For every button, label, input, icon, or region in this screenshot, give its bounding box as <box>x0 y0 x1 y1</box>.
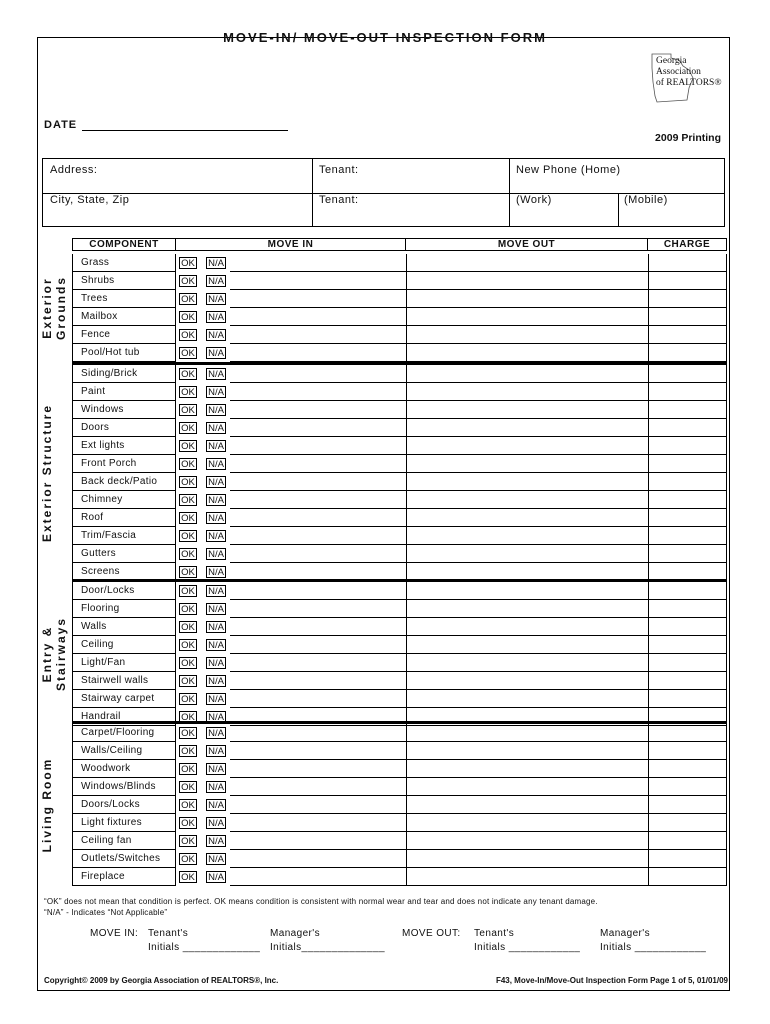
table-row <box>72 365 727 383</box>
move-out-notes-field[interactable] <box>406 326 648 344</box>
city-state-zip-label[interactable]: City, State, Zip <box>50 194 130 206</box>
na-checkbox[interactable]: N/A <box>206 548 226 560</box>
na-checkbox[interactable]: N/A <box>206 675 226 687</box>
na-checkbox[interactable]: N/A <box>206 458 226 470</box>
table-row <box>72 742 727 760</box>
charge-field[interactable] <box>648 401 727 419</box>
ok-checkbox[interactable]: OK <box>179 257 197 269</box>
charge-field[interactable] <box>648 455 727 473</box>
na-checkbox[interactable]: N/A <box>206 368 226 380</box>
component-label: Trim/Fascia <box>72 527 176 545</box>
na-checkbox[interactable]: N/A <box>206 799 226 811</box>
na-checkbox[interactable]: N/A <box>206 853 226 865</box>
ok-checkbox[interactable]: OK <box>179 329 197 341</box>
section-label: Living Room <box>40 757 54 853</box>
move-in-manager-initials[interactable]: Initials______________ <box>270 942 386 953</box>
move-out-notes-field[interactable] <box>406 654 648 672</box>
logo-line-2: Association <box>656 67 701 77</box>
na-checkbox[interactable]: N/A <box>206 781 226 793</box>
move-out-notes-field[interactable] <box>406 778 648 796</box>
move-out-notes-field[interactable] <box>406 419 648 437</box>
move-out-notes-field[interactable] <box>406 618 648 636</box>
ok-checkbox[interactable]: OK <box>179 566 197 578</box>
charge-field[interactable] <box>648 636 727 654</box>
na-checkbox[interactable]: N/A <box>206 476 226 488</box>
na-checkbox[interactable]: N/A <box>206 494 226 506</box>
work-phone-label[interactable]: (Work) <box>516 194 552 206</box>
ok-checkbox[interactable]: OK <box>179 853 197 865</box>
ok-checkbox[interactable]: OK <box>179 727 197 739</box>
move-out-notes-field[interactable] <box>406 527 648 545</box>
na-checkbox[interactable]: N/A <box>206 817 226 829</box>
move-in-notes-field[interactable] <box>230 455 406 473</box>
move-out-label: MOVE OUT: <box>402 928 461 939</box>
move-out-notes-field[interactable] <box>406 724 648 742</box>
component-label: Fence <box>72 326 176 344</box>
move-out-notes-field[interactable] <box>406 383 648 401</box>
charge-field[interactable] <box>648 344 727 362</box>
move-out-notes-field[interactable] <box>406 491 648 509</box>
component-label: Ceiling fan <box>72 832 176 850</box>
charge-field[interactable] <box>648 272 727 290</box>
table-row <box>72 545 727 563</box>
move-in-notes-field[interactable] <box>230 344 406 362</box>
table-row <box>72 582 727 600</box>
charge-field[interactable] <box>648 437 727 455</box>
na-note: “N/A” - Indicates “Not Applicable” <box>44 908 168 917</box>
component-label: Pool/Hot tub <box>72 344 176 362</box>
component-label: Screens <box>72 563 176 581</box>
table-row <box>72 290 727 308</box>
table-row <box>72 814 727 832</box>
charge-field[interactable] <box>648 690 727 708</box>
ok-note: “OK” does not mean that condition is perfect. OK means condition is consistent with normal wear and tear and does not indicate any tenant damage. <box>44 897 598 906</box>
move-in-manager-label: Manager's <box>270 928 320 939</box>
move-out-notes-field[interactable] <box>406 582 648 600</box>
tenant-1-label[interactable]: Tenant: <box>319 164 359 176</box>
move-out-notes-field[interactable] <box>406 344 648 362</box>
ok-checkbox[interactable]: OK <box>179 512 197 524</box>
move-in-notes-field[interactable] <box>230 672 406 690</box>
table-row <box>72 600 727 618</box>
na-checkbox[interactable]: N/A <box>206 530 226 542</box>
ok-checkbox[interactable]: OK <box>179 368 197 380</box>
section-label: Exterior Grounds <box>40 276 68 340</box>
ok-checkbox[interactable]: OK <box>179 781 197 793</box>
component-label: Doors/Locks <box>72 796 176 814</box>
move-out-notes-field[interactable] <box>406 600 648 618</box>
move-out-notes-field[interactable] <box>406 365 648 383</box>
component-label: Windows <box>72 401 176 419</box>
move-in-notes-field[interactable] <box>230 742 406 760</box>
move-in-notes-field[interactable] <box>230 437 406 455</box>
table-row <box>72 419 727 437</box>
na-checkbox[interactable]: N/A <box>206 329 226 341</box>
table-row <box>72 636 727 654</box>
table-row <box>72 437 727 455</box>
move-out-notes-field[interactable] <box>406 796 648 814</box>
ok-checkbox[interactable]: OK <box>179 603 197 615</box>
component-label: Handrail <box>72 708 176 726</box>
address-label[interactable]: Address: <box>50 164 98 176</box>
move-in-notes-field[interactable] <box>230 636 406 654</box>
move-in-notes-field[interactable] <box>230 254 406 272</box>
move-in-notes-field[interactable] <box>230 724 406 742</box>
ok-checkbox[interactable]: OK <box>179 548 197 560</box>
table-row <box>72 272 727 290</box>
move-out-notes-field[interactable] <box>406 455 648 473</box>
move-in-notes-field[interactable] <box>230 365 406 383</box>
charge-field[interactable] <box>648 832 727 850</box>
component-label: Walls <box>72 618 176 636</box>
table-row <box>72 509 727 527</box>
address-box <box>42 158 725 227</box>
charge-field[interactable] <box>648 491 727 509</box>
move-out-notes-field[interactable] <box>406 868 648 886</box>
component-label: Door/Locks <box>72 582 176 600</box>
component-label: Windows/Blinds <box>72 778 176 796</box>
component-label: Trees <box>72 290 176 308</box>
na-checkbox[interactable]: N/A <box>206 693 226 705</box>
move-in-notes-field[interactable] <box>230 509 406 527</box>
move-in-notes-field[interactable] <box>230 600 406 618</box>
table-row <box>72 850 727 868</box>
charge-field[interactable] <box>648 308 727 326</box>
move-in-notes-field[interactable] <box>230 654 406 672</box>
charge-field[interactable] <box>648 326 727 344</box>
component-label: Stairway carpet <box>72 690 176 708</box>
table-row <box>72 724 727 742</box>
ok-checkbox[interactable]: OK <box>179 763 197 775</box>
na-checkbox[interactable]: N/A <box>206 727 226 739</box>
move-in-notes-field[interactable] <box>230 491 406 509</box>
component-label: Walls/Ceiling <box>72 742 176 760</box>
na-checkbox[interactable]: N/A <box>206 639 226 651</box>
move-in-notes-field[interactable] <box>230 308 406 326</box>
component-label: Outlets/Switches <box>72 850 176 868</box>
move-out-notes-field[interactable] <box>406 254 648 272</box>
charge-field[interactable] <box>648 545 727 563</box>
move-in-tenant-label: Tenant's <box>148 928 189 939</box>
component-label: Flooring <box>72 600 176 618</box>
move-out-notes-field[interactable] <box>406 290 648 308</box>
ok-checkbox[interactable]: OK <box>179 693 197 705</box>
ok-checkbox[interactable]: OK <box>179 639 197 651</box>
component-label: Roof <box>72 509 176 527</box>
component-label: Gutters <box>72 545 176 563</box>
table-row <box>72 254 727 272</box>
move-in-notes-field[interactable] <box>230 401 406 419</box>
move-out-notes-field[interactable] <box>406 272 648 290</box>
component-label: Back deck/Patio <box>72 473 176 491</box>
col-header-component: COMPONENT <box>72 238 176 251</box>
charge-field[interactable] <box>648 796 727 814</box>
move-out-manager-label: Manager's <box>600 928 650 939</box>
ok-checkbox[interactable]: OK <box>179 745 197 757</box>
move-out-notes-field[interactable] <box>406 636 648 654</box>
na-checkbox[interactable]: N/A <box>206 603 226 615</box>
ok-checkbox[interactable]: OK <box>179 347 197 359</box>
table-row <box>72 344 727 362</box>
move-out-notes-field[interactable] <box>406 742 648 760</box>
move-in-notes-field[interactable] <box>230 814 406 832</box>
component-label: Shrubs <box>72 272 176 290</box>
section-label: Exterior Structure <box>40 403 54 543</box>
na-checkbox[interactable]: N/A <box>206 347 226 359</box>
charge-field[interactable] <box>648 778 727 796</box>
move-in-notes-field[interactable] <box>230 290 406 308</box>
move-in-notes-field[interactable] <box>230 326 406 344</box>
component-label: Chimney <box>72 491 176 509</box>
na-checkbox[interactable]: N/A <box>206 657 226 669</box>
move-out-notes-field[interactable] <box>406 760 648 778</box>
ok-checkbox[interactable]: OK <box>179 275 197 287</box>
move-out-notes-field[interactable] <box>406 473 648 491</box>
move-out-notes-field[interactable] <box>406 832 648 850</box>
table-row <box>72 832 727 850</box>
na-checkbox[interactable]: N/A <box>206 745 226 757</box>
move-out-notes-field[interactable] <box>406 850 648 868</box>
charge-field[interactable] <box>648 814 727 832</box>
table-row <box>72 796 727 814</box>
na-checkbox[interactable]: N/A <box>206 257 226 269</box>
component-label: Ext lights <box>72 437 176 455</box>
table-row <box>72 868 727 886</box>
ok-checkbox[interactable]: OK <box>179 657 197 669</box>
move-in-notes-field[interactable] <box>230 473 406 491</box>
charge-field[interactable] <box>648 850 727 868</box>
new-phone-home-label[interactable]: New Phone (Home) <box>516 164 621 176</box>
charge-field[interactable] <box>648 582 727 600</box>
component-label: Woodwork <box>72 760 176 778</box>
component-label: Mailbox <box>72 308 176 326</box>
na-checkbox[interactable]: N/A <box>206 422 226 434</box>
charge-field[interactable] <box>648 527 727 545</box>
ok-checkbox[interactable]: OK <box>179 585 197 597</box>
move-in-tenant-initials[interactable]: Initials _____________ <box>148 942 261 953</box>
charge-field[interactable] <box>648 254 727 272</box>
ok-checkbox[interactable]: OK <box>179 871 197 883</box>
component-label: Carpet/Flooring <box>72 724 176 742</box>
col-header-charge: CHARGE <box>648 238 727 251</box>
na-checkbox[interactable]: N/A <box>206 512 226 524</box>
move-in-notes-field[interactable] <box>230 690 406 708</box>
move-out-notes-field[interactable] <box>406 509 648 527</box>
ok-checkbox[interactable]: OK <box>179 476 197 488</box>
table-row <box>72 473 727 491</box>
ok-checkbox[interactable]: OK <box>179 440 197 452</box>
component-label: Light fixtures <box>72 814 176 832</box>
move-out-tenant-initials[interactable]: Initials ____________ <box>474 942 581 953</box>
table-row <box>72 527 727 545</box>
component-label: Siding/Brick <box>72 365 176 383</box>
table-row <box>72 618 727 636</box>
move-in-notes-field[interactable] <box>230 527 406 545</box>
component-label: Ceiling <box>72 636 176 654</box>
component-label: Doors <box>72 419 176 437</box>
component-label: Light/Fan <box>72 654 176 672</box>
ok-checkbox[interactable]: OK <box>179 835 197 847</box>
na-checkbox[interactable]: N/A <box>206 621 226 633</box>
move-out-notes-field[interactable] <box>406 814 648 832</box>
ok-checkbox[interactable]: OK <box>179 799 197 811</box>
table-row <box>72 326 727 344</box>
component-label: Paint <box>72 383 176 401</box>
move-in-notes-field[interactable] <box>230 545 406 563</box>
table-row <box>72 778 727 796</box>
ok-checkbox[interactable]: OK <box>179 311 197 323</box>
table-row <box>72 760 727 778</box>
charge-field[interactable] <box>648 742 727 760</box>
na-checkbox[interactable]: N/A <box>206 566 226 578</box>
table-row <box>72 383 727 401</box>
section-label: Entry & Stairways <box>40 616 68 692</box>
na-checkbox[interactable]: N/A <box>206 711 226 723</box>
col-header-move-out: MOVE OUT <box>406 238 648 251</box>
gar-logo <box>649 52 727 112</box>
move-out-notes-field[interactable] <box>406 545 648 563</box>
na-checkbox[interactable]: N/A <box>206 311 226 323</box>
na-checkbox[interactable]: N/A <box>206 871 226 883</box>
ok-checkbox[interactable]: OK <box>179 530 197 542</box>
ok-checkbox[interactable]: OK <box>179 675 197 687</box>
ok-checkbox[interactable]: OK <box>179 711 197 723</box>
na-checkbox[interactable]: N/A <box>206 386 226 398</box>
ok-checkbox[interactable]: OK <box>179 404 197 416</box>
move-in-notes-field[interactable] <box>230 778 406 796</box>
na-checkbox[interactable]: N/A <box>206 835 226 847</box>
move-in-label: MOVE IN: <box>90 928 139 939</box>
charge-field[interactable] <box>648 760 727 778</box>
move-in-notes-field[interactable] <box>230 796 406 814</box>
charge-field[interactable] <box>648 290 727 308</box>
component-label: Fireplace <box>72 868 176 886</box>
logo-line-1: Georgia <box>656 56 687 66</box>
move-in-notes-field[interactable] <box>230 832 406 850</box>
move-out-tenant-label: Tenant's <box>474 928 515 939</box>
ok-checkbox[interactable]: OK <box>179 494 197 506</box>
move-out-notes-field[interactable] <box>406 308 648 326</box>
ok-checkbox[interactable]: OK <box>179 386 197 398</box>
printing-year: 2009 Printing <box>655 132 721 144</box>
logo-line-3: of REALTORS® <box>656 78 722 88</box>
ok-checkbox[interactable]: OK <box>179 422 197 434</box>
move-out-notes-field[interactable] <box>406 401 648 419</box>
ok-checkbox[interactable]: OK <box>179 293 197 305</box>
charge-field[interactable] <box>648 600 727 618</box>
component-label: Stairwell walls <box>72 672 176 690</box>
move-in-notes-field[interactable] <box>230 850 406 868</box>
move-out-notes-field[interactable] <box>406 672 648 690</box>
move-out-notes-field[interactable] <box>406 690 648 708</box>
component-label: Front Porch <box>72 455 176 473</box>
na-checkbox[interactable]: N/A <box>206 275 226 287</box>
ok-checkbox[interactable]: OK <box>179 458 197 470</box>
charge-field[interactable] <box>648 383 727 401</box>
na-checkbox[interactable]: N/A <box>206 440 226 452</box>
charge-field[interactable] <box>648 724 727 742</box>
charge-field[interactable] <box>648 419 727 437</box>
table-row <box>72 401 727 419</box>
charge-field[interactable] <box>648 672 727 690</box>
table-row <box>72 672 727 690</box>
date-label: DATE <box>44 119 78 131</box>
page-title: MOVE-IN/ MOVE-OUT INSPECTION FORM <box>223 30 547 45</box>
move-in-notes-field[interactable] <box>230 272 406 290</box>
move-out-manager-initials[interactable]: Initials ____________ <box>600 942 707 953</box>
charge-field[interactable] <box>648 509 727 527</box>
form-id: F43, Move-In/Move-Out Inspection Form Page 1 of 5, 01/01/09 <box>495 976 728 985</box>
move-in-notes-field[interactable] <box>230 760 406 778</box>
charge-field[interactable] <box>648 365 727 383</box>
mobile-phone-label[interactable]: (Mobile) <box>624 194 668 206</box>
charge-field[interactable] <box>648 868 727 886</box>
move-in-notes-field[interactable] <box>230 868 406 886</box>
move-in-notes-field[interactable] <box>230 419 406 437</box>
na-checkbox[interactable]: N/A <box>206 763 226 775</box>
table-row <box>72 654 727 672</box>
na-checkbox[interactable]: N/A <box>206 585 226 597</box>
table-row <box>72 690 727 708</box>
table-row <box>72 491 727 509</box>
tenant-2-label[interactable]: Tenant: <box>319 194 359 206</box>
table-row <box>72 455 727 473</box>
component-label: Grass <box>72 254 176 272</box>
move-in-notes-field[interactable] <box>230 383 406 401</box>
na-checkbox[interactable]: N/A <box>206 293 226 305</box>
move-in-notes-field[interactable] <box>230 582 406 600</box>
copyright: Copyright© 2009 by Georgia Association of REALTORS®, Inc. <box>44 976 279 985</box>
date-field[interactable] <box>82 130 288 131</box>
charge-field[interactable] <box>648 654 727 672</box>
move-out-notes-field[interactable] <box>406 437 648 455</box>
charge-field[interactable] <box>648 618 727 636</box>
move-in-notes-field[interactable] <box>230 618 406 636</box>
col-header-move-in: MOVE IN <box>176 238 406 251</box>
na-checkbox[interactable]: N/A <box>206 404 226 416</box>
table-row <box>72 308 727 326</box>
ok-checkbox[interactable]: OK <box>179 817 197 829</box>
charge-field[interactable] <box>648 473 727 491</box>
ok-checkbox[interactable]: OK <box>179 621 197 633</box>
